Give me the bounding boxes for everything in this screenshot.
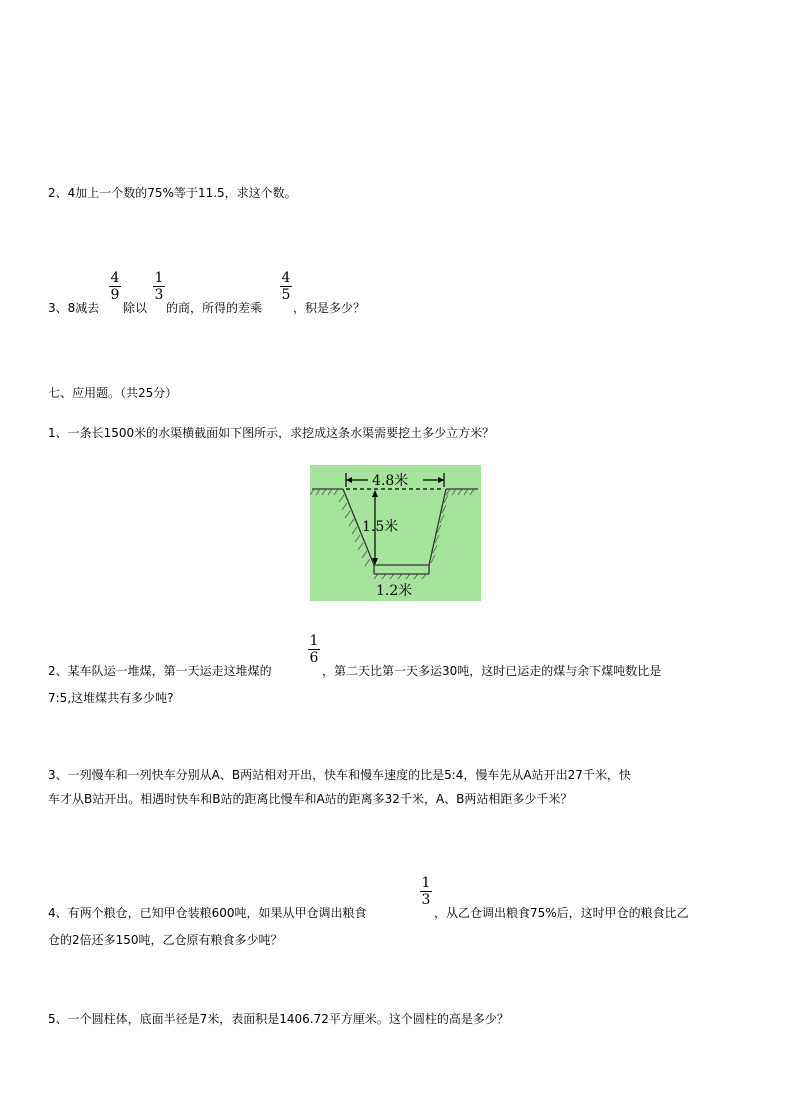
problem-app-2-part1: 2、某车队运一堆煤，第一天运走这堆煤的 xyxy=(48,664,272,678)
fraction-4-5 xyxy=(280,271,292,302)
fraction-denominator: 3 xyxy=(154,287,164,303)
bottom-width-label: 1.2米 xyxy=(376,583,413,599)
fraction-1-3-b xyxy=(420,876,432,907)
fraction-denominator: 6 xyxy=(309,650,319,666)
problem-calc-2: 2、4加上一个数的75%等于11.5，求这个数。 xyxy=(48,186,297,200)
fraction-1-3 xyxy=(153,271,165,302)
fraction-numerator: 1 xyxy=(421,875,431,891)
problem-app-4-part1: 4、有两个粮仓，已知甲仓装粮600吨，如果从甲仓调出粮食 xyxy=(48,906,367,920)
fraction-denominator: 3 xyxy=(421,892,431,908)
problem-calc-3-part4: ，积是多少？ xyxy=(293,301,366,315)
problem-app-4-part2: ，从乙仓调出粮食75%后，这时甲仓的粮食比乙 xyxy=(434,906,689,920)
problem-app-2-part2: ，第二天比第一天多运30吨，这时已运走的煤与余下煤吨数比是 xyxy=(322,664,662,678)
problem-app-5: 5、一个圆柱体，底面半径是7米，表面积是1406.72平方厘米。这个圆柱的高是多少？ xyxy=(48,1012,509,1026)
section-title: 七、应用题。（共25分） xyxy=(48,386,178,400)
fraction-numerator: 4 xyxy=(281,270,291,286)
fraction-denominator: 9 xyxy=(110,287,120,303)
top-width-label: 4.8米 xyxy=(372,473,409,489)
problem-app-2-line2: 7:5,这堆煤共有多少吨? xyxy=(48,691,174,705)
fraction-denominator: 5 xyxy=(281,287,291,303)
fraction-4-9 xyxy=(109,271,121,302)
problem-app-3-line2: 车才从B站开出。相遇时快车和B站的距离比慢车和A站的距离多32千米，A、B两站相距多少千米？ xyxy=(48,792,573,806)
canal-cross-section-diagram xyxy=(310,465,481,601)
problem-calc-3-part3: 的商，所得的差乘 xyxy=(166,301,263,315)
fraction-1-6 xyxy=(308,634,320,665)
problem-app-4-line2: 仓的2倍还多150吨，乙仓原有粮食多少吨？ xyxy=(48,933,283,947)
fraction-numerator: 1 xyxy=(309,633,319,649)
depth-label: 1.5米 xyxy=(362,519,399,535)
fraction-numerator: 1 xyxy=(154,270,164,286)
problem-calc-3-part1: 3、8减去 xyxy=(48,301,100,315)
problem-calc-3-part2: 除以 xyxy=(123,301,148,315)
problem-app-1: 1、一条长1500米的水渠横截面如下图所示，求挖成这条水渠需要挖土多少立方米？ xyxy=(48,426,495,440)
problem-app-3-line1: 3、一列慢车和一列快车分别从A、B两站相对开出，快车和慢车速度的比是5:4，慢车先从A站开出27千米，快 xyxy=(48,768,631,782)
fraction-numerator: 4 xyxy=(110,270,120,286)
